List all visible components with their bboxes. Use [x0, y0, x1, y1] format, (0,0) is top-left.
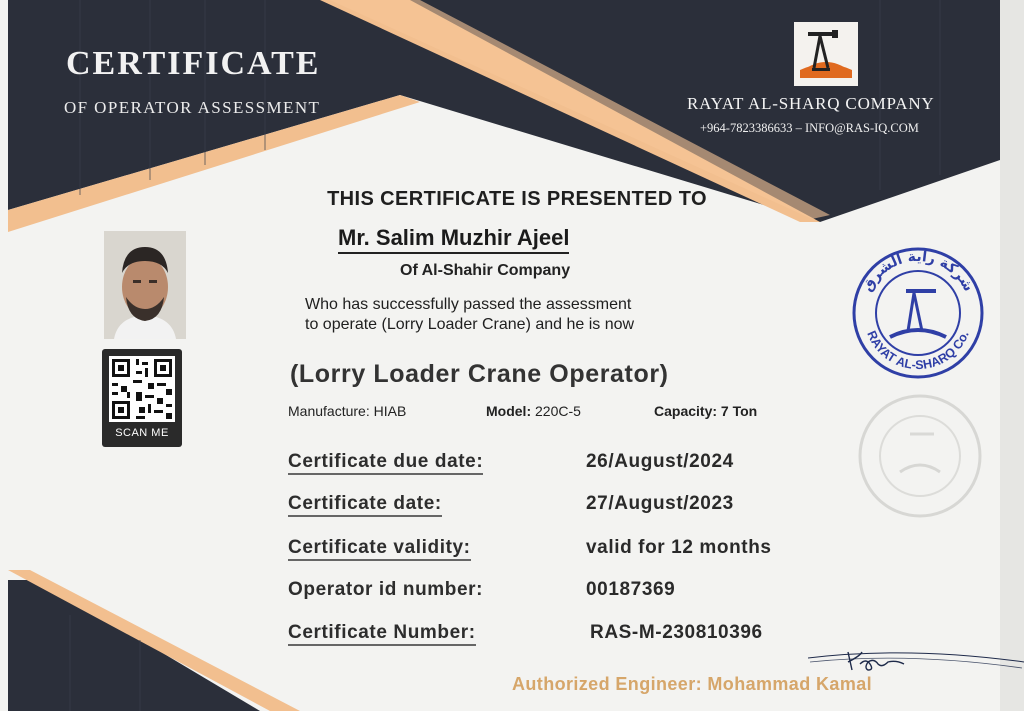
certificate-subtitle: OF OPERATOR ASSESSMENT — [64, 98, 321, 117]
model-label: Model: — [486, 403, 532, 419]
recipient-company: Of Al-Shahir Company — [400, 262, 571, 279]
manufacture-text: Manufacture: HIAB — [288, 403, 407, 419]
field-label-text: Certificate due date: — [288, 451, 483, 475]
field-label-text: Certificate Number: — [288, 622, 476, 646]
authorized-engineer: Authorized Engineer: Mohammad Kamal — [512, 674, 873, 694]
stamp-english-text: RAYAT AL-SHARQ Co. — [864, 328, 972, 373]
company-name: RAYAT AL-SHARQ COMPANY — [687, 94, 935, 113]
description-line-1: Who has successfully passed the assessment — [305, 296, 632, 313]
qr-caption: SCAN ME — [115, 427, 169, 439]
capacity-text: Capacity: 7 Ton — [654, 403, 758, 419]
model-value: 220C-5 — [535, 403, 581, 419]
field-value-date: 27/August/2023 — [586, 493, 734, 514]
assessment-description — [305, 295, 725, 335]
presented-to-heading — [0, 188, 1024, 211]
stamp-arabic-text: شركة راية الشرق — [859, 248, 977, 295]
field-value-operator-id: 00187369 — [586, 579, 676, 600]
field-label-validity — [288, 537, 471, 559]
field-label-text: Certificate validity: — [288, 537, 471, 561]
operator-role: (Lorry Loader Crane Operator) — [290, 360, 669, 388]
operator-portrait-icon — [104, 231, 186, 339]
company-contact: +964-7823386633 – INFO@RAS-IQ.COM — [700, 121, 919, 135]
field-value-validity: valid for 12 months — [586, 537, 772, 558]
field-value-due-date: 26/August/2024 — [586, 451, 734, 472]
field-label-text: Operator id number: — [288, 579, 484, 600]
recipient-name: Mr. Salim Muzhir Ajeel — [338, 225, 569, 254]
field-value-certificate-number: RAS-M-230810396 — [590, 622, 763, 643]
field-label-text: Certificate date: — [288, 493, 442, 517]
qr-code-block[interactable] — [102, 349, 182, 447]
description-line-2: to operate (Lorry Loader Crane) and he is now — [305, 316, 635, 333]
field-label-due-date — [288, 451, 483, 473]
operator-photo — [104, 231, 186, 339]
company-stamp-icon — [850, 245, 986, 381]
qr-code-icon[interactable] — [109, 356, 175, 422]
certificate-title: CERTIFICATE — [66, 45, 321, 82]
qr-pattern — [109, 356, 175, 422]
company-logo-icon — [794, 22, 858, 86]
field-label-certificate-number — [288, 622, 476, 644]
field-label-operator-id — [288, 579, 483, 601]
embossed-seal-icon — [856, 392, 984, 520]
field-label-date — [288, 493, 442, 515]
model-info — [486, 403, 581, 419]
presented-to-text: THIS CERTIFICATE IS PRESENTED TO — [327, 188, 707, 210]
